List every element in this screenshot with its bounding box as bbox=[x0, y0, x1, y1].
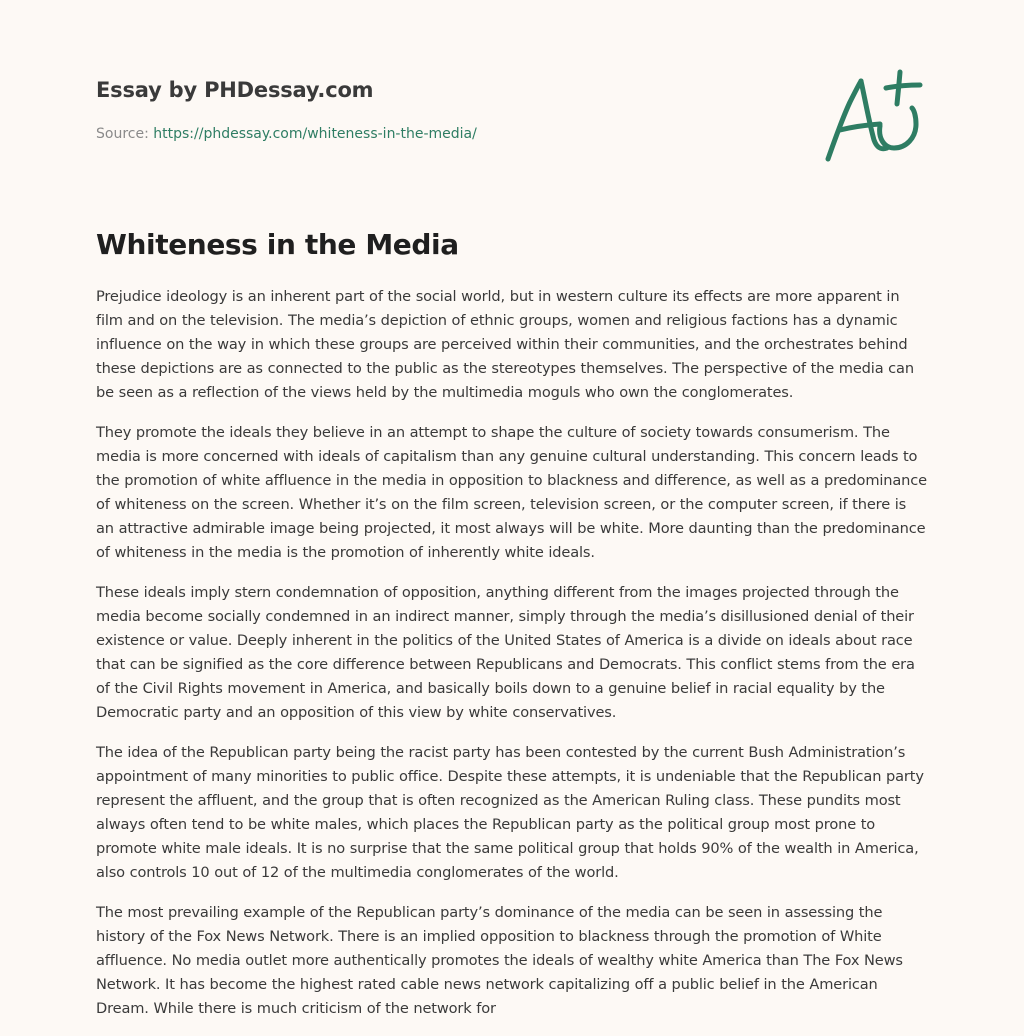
essay-paragraph: These ideals imply stern condemnation of opposition, anything different from the images projected through the media become socially condemned in an indirect manner, simply through the media’s disillusioned denial of their existence or value. Deeply inherent in the politics of the United States of America is a divide on ideals about race that can be signified as the core difference between Republicans and Democrats. This conflict stems from the era of the Civil Rights movement in America, and basically boils down to a genuine belief in racial equality by the Democratic party and an opposition of this view by white conservatives. bbox=[96, 584, 915, 721]
essay-paragraph: The most prevailing example of the Republican party’s dominance of the media can be seen in assessing the history of the Fox News Network. There is an implied opposition to blackness through the promotion of White affluence. No media outlet more authentically promotes the ideals of wealthy white America than The Fox News Network. It has become the highest rated cable news network capitalizing off a public belief in the American Dream. While there is much criticism of the network for bbox=[96, 904, 903, 1017]
source-line bbox=[96, 124, 796, 144]
page-header bbox=[96, 76, 796, 144]
essay-title: Whiteness in the Media bbox=[96, 228, 459, 261]
a-plus-grade-icon bbox=[818, 64, 930, 168]
essay-paragraph: They promote the ideals they believe in an attempt to shape the culture of society towards consumerism. The media is more concerned with ideals of capitalism than any genuine cultural understanding. This concern leads to the promotion of white affluence in the media in opposition to blackness and difference, as well as a predominance of whiteness on the screen. Whether it’s on the film screen, television screen, or the computer screen, if there is an attractive admirable image being projected, it most always will be white. More daunting than the predominance of whiteness in the media is the promotion of inherently white ideals. bbox=[96, 424, 927, 561]
essay-paragraph: Prejudice ideology is an inherent part of the social world, but in western culture its effects are more apparent in film and on the television. The media’s depiction of ethnic groups, women and religious factions has a dynamic influence on the way in which these groups are perceived within their communities, and the orchestrates behind these depictions are as connected to the public as the stereotypes themselves. The perspective of the media can be seen as a reflection of the views held by the multimedia moguls who own the conglomerates. bbox=[96, 288, 914, 401]
essay-paragraph: The idea of the Republican party being the racist party has been contested by the current Bush Administration’s appointment of many minorities to public office. Despite these attempts, it is undeniable that the Republican party represent the affluent, and the group that is often recognized as the American Ruling class. These pundits most always often tend to be white males, which places the Republican party as the political group most prone to promote white male ideals. It is no surprise that the same political group that holds 90% of the wealth in America, also controls 10 out of 12 of the multimedia conglomerates of the world. bbox=[96, 744, 924, 881]
source-link[interactable]: https://phdessay.com/whiteness-in-the-media/ bbox=[153, 126, 477, 142]
essay-body bbox=[96, 285, 928, 1036]
source-label: Source: bbox=[96, 126, 154, 142]
site-brand: Essay by PHDessay.com bbox=[96, 78, 374, 102]
